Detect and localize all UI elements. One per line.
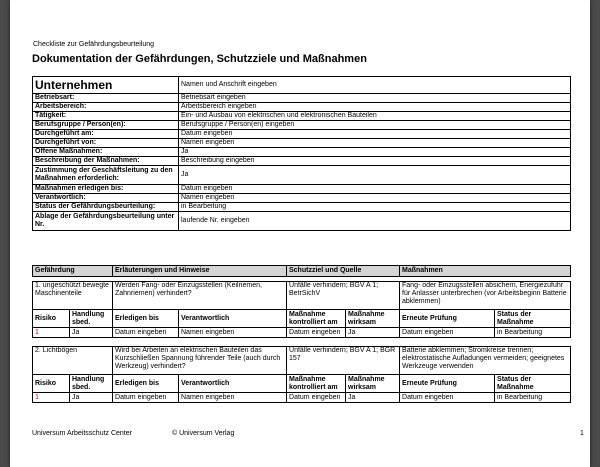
col-risiko: Risiko	[33, 310, 70, 328]
info-value[interactable]: Namen eingeben	[179, 139, 571, 148]
erledigen-value[interactable]: Datum eingeben	[113, 393, 179, 403]
hazard-table-header	[32, 265, 571, 277]
info-label: Status der Gefährdungsbeurteilung:	[33, 203, 179, 212]
info-label: Betriebsart:	[33, 94, 179, 103]
col-erledigen: Erledigen bis	[113, 375, 179, 393]
header-schutzziel: Schutzziel und Quelle	[287, 266, 400, 277]
info-value[interactable]: Arbeitsbereich eingeben	[179, 103, 571, 112]
kontrolliert-value[interactable]: Datum eingeben	[287, 393, 346, 403]
info-value[interactable]: in Bearbeitung	[179, 203, 571, 212]
info-value[interactable]: Datum eingeben	[179, 185, 571, 194]
info-value[interactable]: Ja	[179, 148, 571, 157]
info-value[interactable]: Ein- und Ausbau von elektrischen und elektronischen Bauteilen	[179, 112, 571, 121]
info-label: Berufsgruppe / Person(en):	[33, 121, 179, 130]
col-kontrolliert: Maßnahme kontrolliert am	[287, 310, 346, 328]
info-row	[33, 203, 571, 212]
col-pruefung: Erneute Prüfung	[400, 375, 495, 393]
info-label: Beschreibung der Maßnahmen:	[33, 157, 179, 166]
col-kontrolliert: Maßnahme kontrolliert am	[287, 375, 346, 393]
col-wirksam: Maßnahme wirksam	[346, 310, 400, 328]
hazard-explanation: Wird bei Arbeiten an elektrischen Bauteilen das Kurzschließen Spannung führender Teile (auch durch Werkzeug) verhindert?	[113, 347, 287, 375]
info-row-company	[33, 77, 571, 94]
risk-value[interactable]: 1	[33, 393, 70, 403]
info-table	[32, 76, 571, 231]
hazard-goal: Unfälle verhindern; BGV A 1; BetrSichV	[287, 282, 400, 310]
info-row	[33, 148, 571, 157]
col-handlung: Handlung sbed.	[70, 375, 113, 393]
col-wirksam: Maßnahme wirksam	[346, 375, 400, 393]
info-row	[33, 103, 571, 112]
header-massnahmen: Maßnahmen	[400, 266, 571, 277]
hazard-block-1	[32, 281, 571, 338]
erledigen-value[interactable]: Datum eingeben	[113, 328, 179, 338]
document-title: Dokumentation der Gefährdungen, Schutzziele und Maßnahmen	[32, 53, 367, 65]
document-page	[10, 0, 590, 467]
hazard-measures[interactable]: Batterie abklemmen; Stromkreise trennen; elektrostatische Aufladungen vermeiden; geeignetes Werkzeuge verwenden	[400, 347, 571, 375]
info-row	[33, 157, 571, 166]
company-label: Unternehmen	[33, 77, 179, 94]
col-pruefung: Erneute Prüfung	[400, 310, 495, 328]
col-risiko: Risiko	[33, 375, 70, 393]
info-row	[33, 212, 571, 231]
risk-value[interactable]: 1	[33, 328, 70, 338]
info-row	[33, 194, 571, 203]
handlung-value[interactable]: Ja	[70, 393, 113, 403]
info-value[interactable]: Datum eingeben	[179, 130, 571, 139]
footer-publisher: Universum Arbeitsschutz Center	[32, 430, 132, 437]
hazard-goal: Unfälle verhindern; BGV A 1; BGR 157	[287, 347, 400, 375]
info-value[interactable]: Betriebsart eingeben	[179, 94, 571, 103]
info-label: Tätigkeit:	[33, 112, 179, 121]
info-row	[33, 185, 571, 194]
kontrolliert-value[interactable]: Datum eingeben	[287, 328, 346, 338]
footer-copyright: © Universum Verlag	[172, 430, 235, 437]
hazard-measures[interactable]: Fang- oder Einzugsstellen absichern, Energiezufuhr für Anlasser unterbrechen (vor Arbeitsbeginn Batterie abklemmen)	[400, 282, 571, 310]
verantwortlich-value[interactable]: Namen eingeben	[179, 393, 287, 403]
hazard-explanation: Werden Fang- oder Einzugsstellen (Keilriemen, Zahnriemen) verhindert?	[113, 282, 287, 310]
info-row	[33, 94, 571, 103]
info-label: Offene Maßnahmen:	[33, 148, 179, 157]
wirksam-value[interactable]: Ja	[346, 328, 400, 338]
info-value[interactable]: Berufsgruppe / Person(en) eingeben	[179, 121, 571, 130]
info-row	[33, 121, 571, 130]
handlung-value[interactable]: Ja	[70, 328, 113, 338]
info-value[interactable]: laufende Nr. eingeben	[179, 212, 571, 231]
col-erledigen: Erledigen bis	[113, 310, 179, 328]
col-verantwortlich: Verantwortlich	[179, 375, 287, 393]
footer-page-number: 1	[580, 430, 584, 437]
info-row	[33, 130, 571, 139]
info-label: Verantwortlich:	[33, 194, 179, 203]
col-verantwortlich: Verantwortlich	[179, 310, 287, 328]
info-row	[33, 166, 571, 185]
info-label: Arbeitsbereich:	[33, 103, 179, 112]
info-row	[33, 139, 571, 148]
verantwortlich-value[interactable]: Namen eingeben	[179, 328, 287, 338]
info-value[interactable]: Namen eingeben	[179, 194, 571, 203]
hazard-name: 1. ungeschützt bewegte Maschinenteile	[33, 282, 113, 310]
info-label: Durchgeführt von:	[33, 139, 179, 148]
info-value[interactable]: Beschreibung eingeben	[179, 157, 571, 166]
info-label: Zustimmung der Geschäftsleitung zu den Maßnahmen erforderlich:	[33, 166, 179, 185]
info-label: Ablage der Gefährdungsbeurteilung unter Nr.	[33, 212, 179, 231]
info-label: Maßnahmen erledigen bis:	[33, 185, 179, 194]
pruefung-value[interactable]: Datum eingeben	[400, 328, 495, 338]
hazard-block-2	[32, 346, 571, 403]
col-status: Status der Maßnahme	[495, 310, 571, 328]
col-handlung: Handlung sbed.	[70, 310, 113, 328]
header-gefaehrdung: Gefährdung	[33, 266, 113, 277]
status-value[interactable]: in Bearbeitung	[495, 393, 571, 403]
hazard-name: 2. Lichtbögen	[33, 347, 113, 375]
col-status: Status der Maßnahme	[495, 375, 571, 393]
document-kicker: Checkliste zur Gefährdungsbeurteilung	[33, 41, 155, 48]
pruefung-value[interactable]: Datum eingeben	[400, 393, 495, 403]
company-value[interactable]: Namen und Anschrift eingeben	[179, 77, 571, 94]
info-label: Durchgeführt am:	[33, 130, 179, 139]
info-row	[33, 112, 571, 121]
status-value[interactable]: in Bearbeitung	[495, 328, 571, 338]
header-erlaeuterungen: Erläuterungen und Hinweise	[113, 266, 287, 277]
wirksam-value[interactable]: Ja	[346, 393, 400, 403]
info-value[interactable]: Ja	[179, 166, 571, 185]
